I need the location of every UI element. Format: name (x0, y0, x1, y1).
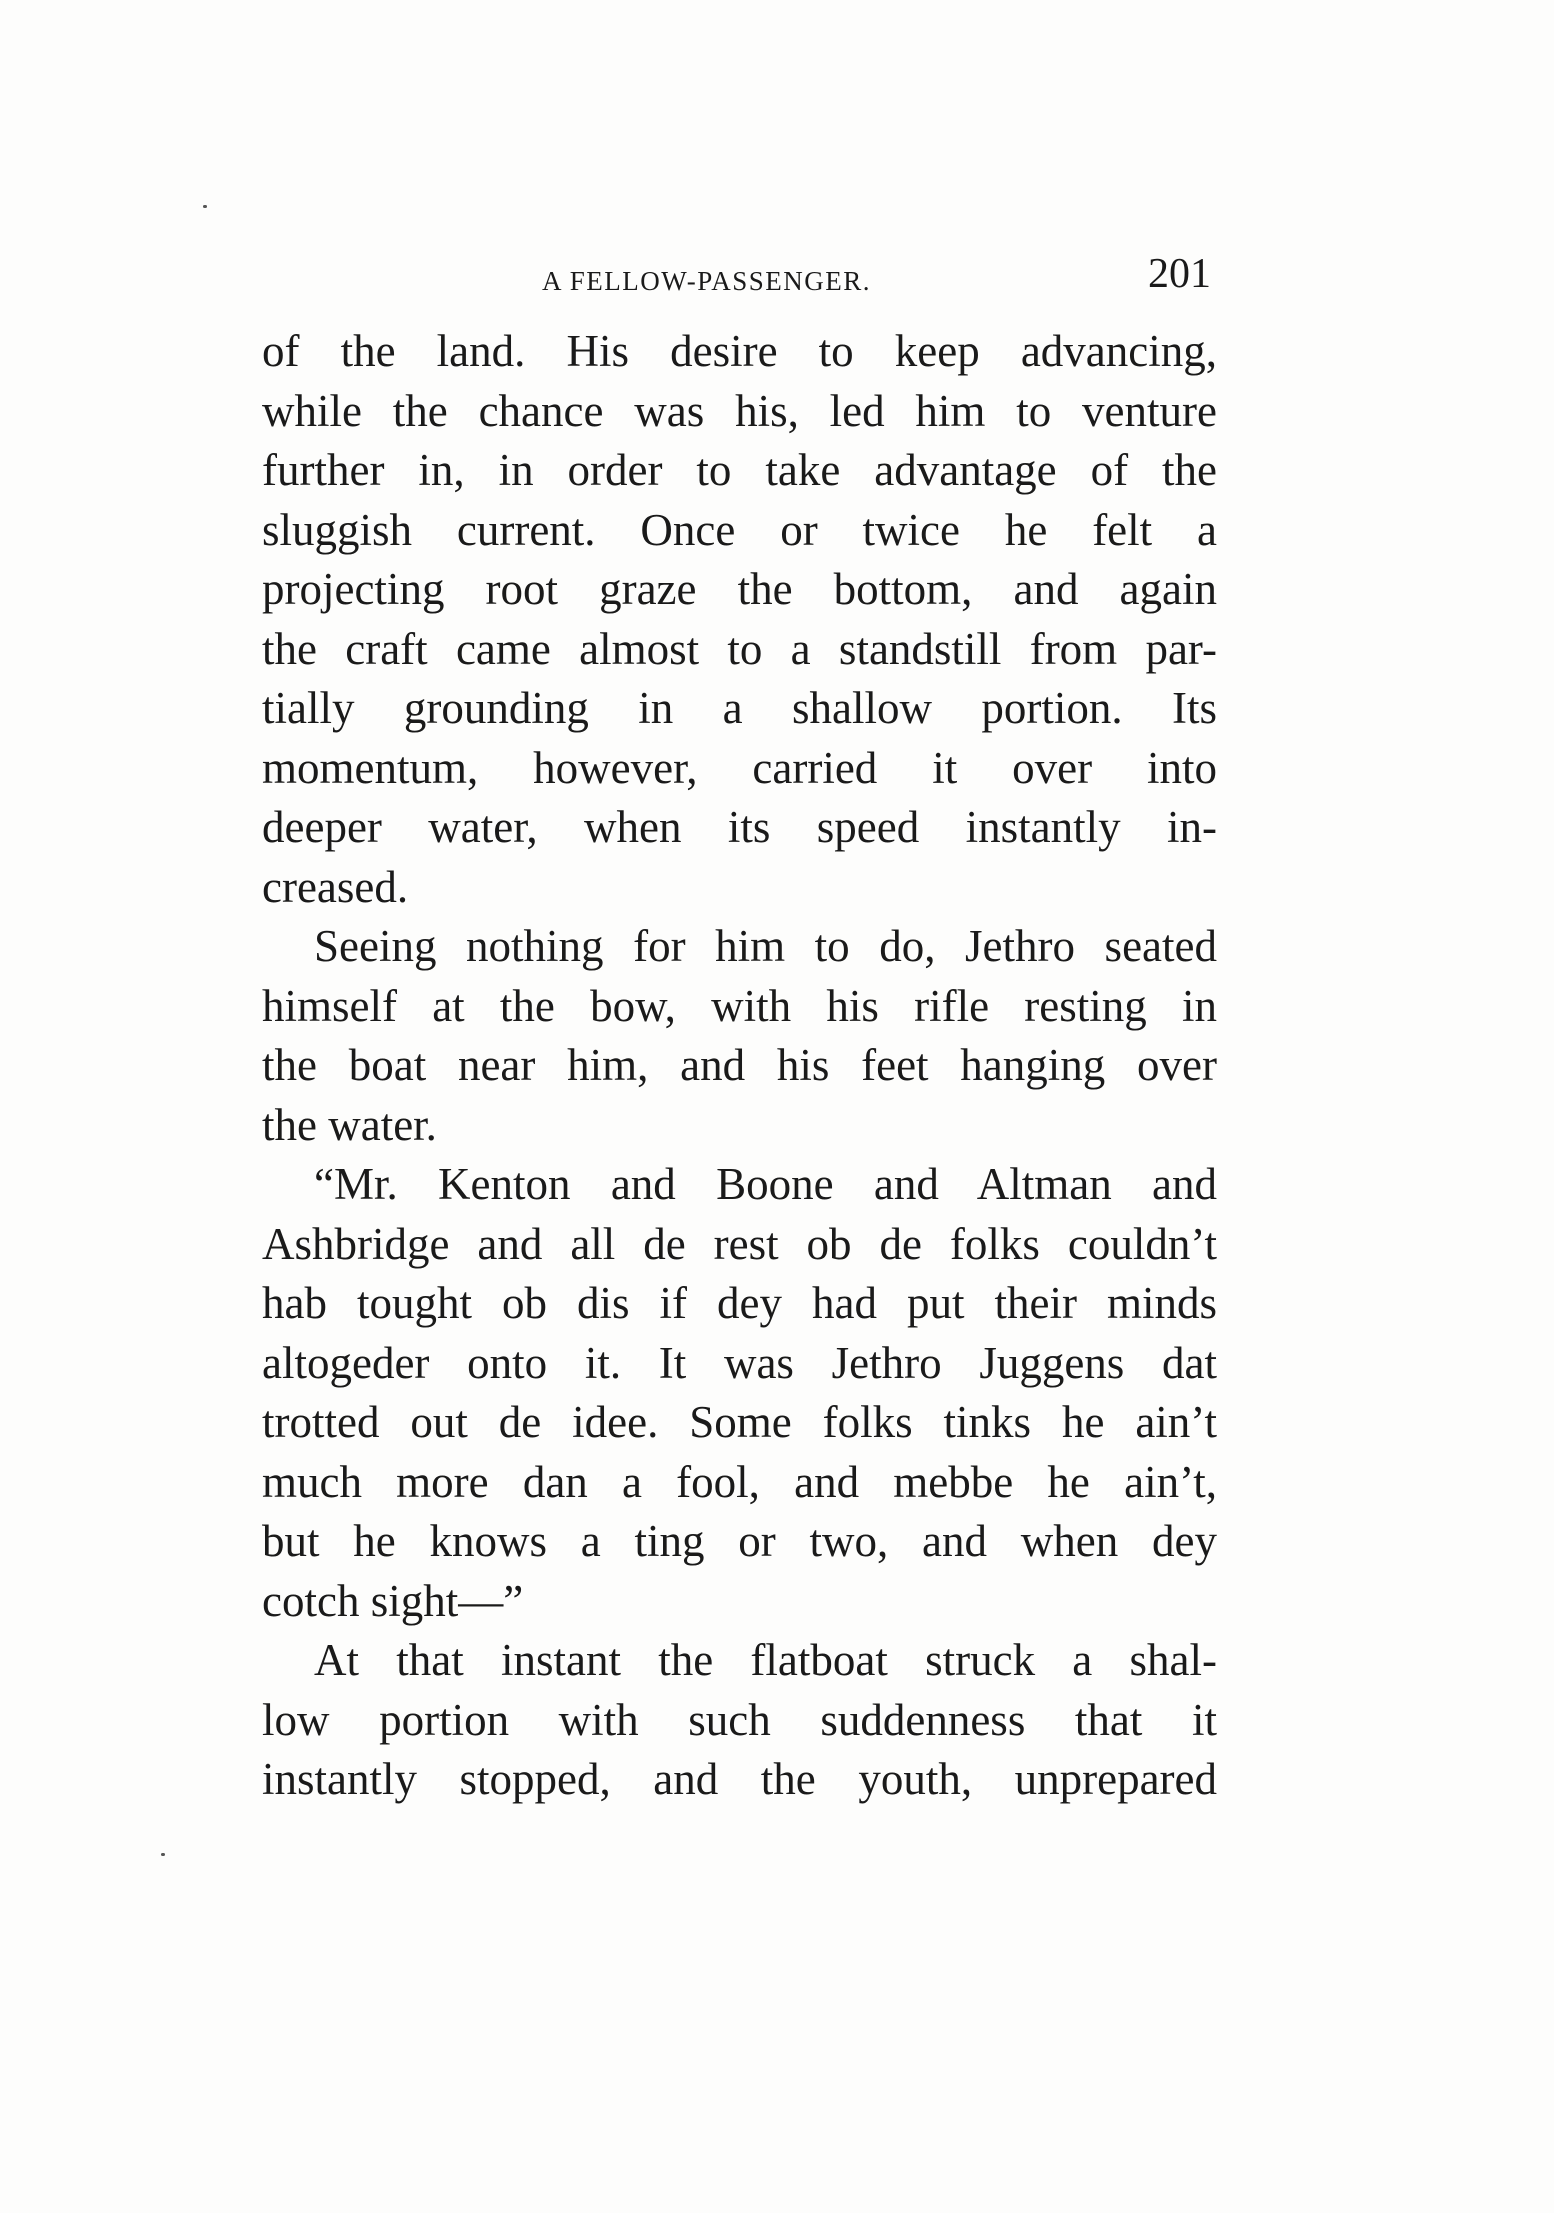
text-line: Ashbridge and all de rest ob de folks couldn’t (262, 1218, 1217, 1269)
text-line: low portion with such suddenness that it (262, 1694, 1217, 1745)
margin-speck (203, 205, 207, 208)
text-line: while the chance was his, led him to venture (262, 385, 1217, 436)
text-line: tially grounding in a shallow portion. Its (262, 683, 1217, 733)
text-line: the boat near him, and his feet hanging over (262, 1040, 1217, 1090)
text-line: “Mr. Kenton and Boone and Altman and (314, 1159, 1217, 1209)
paragraph (262, 1631, 1217, 1810)
body-text (262, 322, 1217, 1810)
text-line: the water. (262, 1099, 437, 1150)
text-line: deeper water, when its speed instantly in- (262, 802, 1217, 852)
running-title: A FELLOW-PASSENGER. (542, 266, 872, 296)
text-line: of the land. His desire to keep advancing, (262, 326, 1217, 376)
text-line: projecting root graze the bottom, and again (262, 564, 1217, 614)
paragraph (262, 322, 1217, 917)
margin-speck (161, 1853, 165, 1856)
page-number: 201 (1148, 251, 1211, 297)
paragraph (262, 917, 1217, 1155)
text-line: but he knows a ting or two, and when dey (262, 1516, 1217, 1566)
running-head (262, 250, 1217, 310)
text-line: Seeing nothing for him to do, Jethro seated (314, 921, 1217, 971)
text-line: trotted out de idee. Some folks tinks he ain’t (262, 1397, 1217, 1447)
text-line: the craft came almost to a standstill from par- (262, 623, 1217, 674)
paragraph (262, 1155, 1217, 1631)
text-line: altogeder onto it. It was Jethro Juggens dat (262, 1337, 1217, 1388)
text-line: much more dan a fool, and mebbe he ain’t, (262, 1456, 1217, 1507)
text-line: further in, in order to take advantage of the (262, 445, 1217, 495)
text-line: instantly stopped, and the youth, unprepared (262, 1754, 1217, 1804)
text-line: At that instant the flatboat struck a shal- (314, 1635, 1217, 1685)
text-line: hab tought ob dis if dey had put their minds (262, 1278, 1217, 1328)
text-line: creased. (262, 861, 409, 912)
text-line: sluggish current. Once or twice he felt a (262, 504, 1217, 555)
text-line: momentum, however, carried it over into (262, 742, 1217, 793)
text-line: himself at the bow, with his rifle resting in (262, 980, 1217, 1031)
text-line: cotch sight—” (262, 1575, 524, 1626)
